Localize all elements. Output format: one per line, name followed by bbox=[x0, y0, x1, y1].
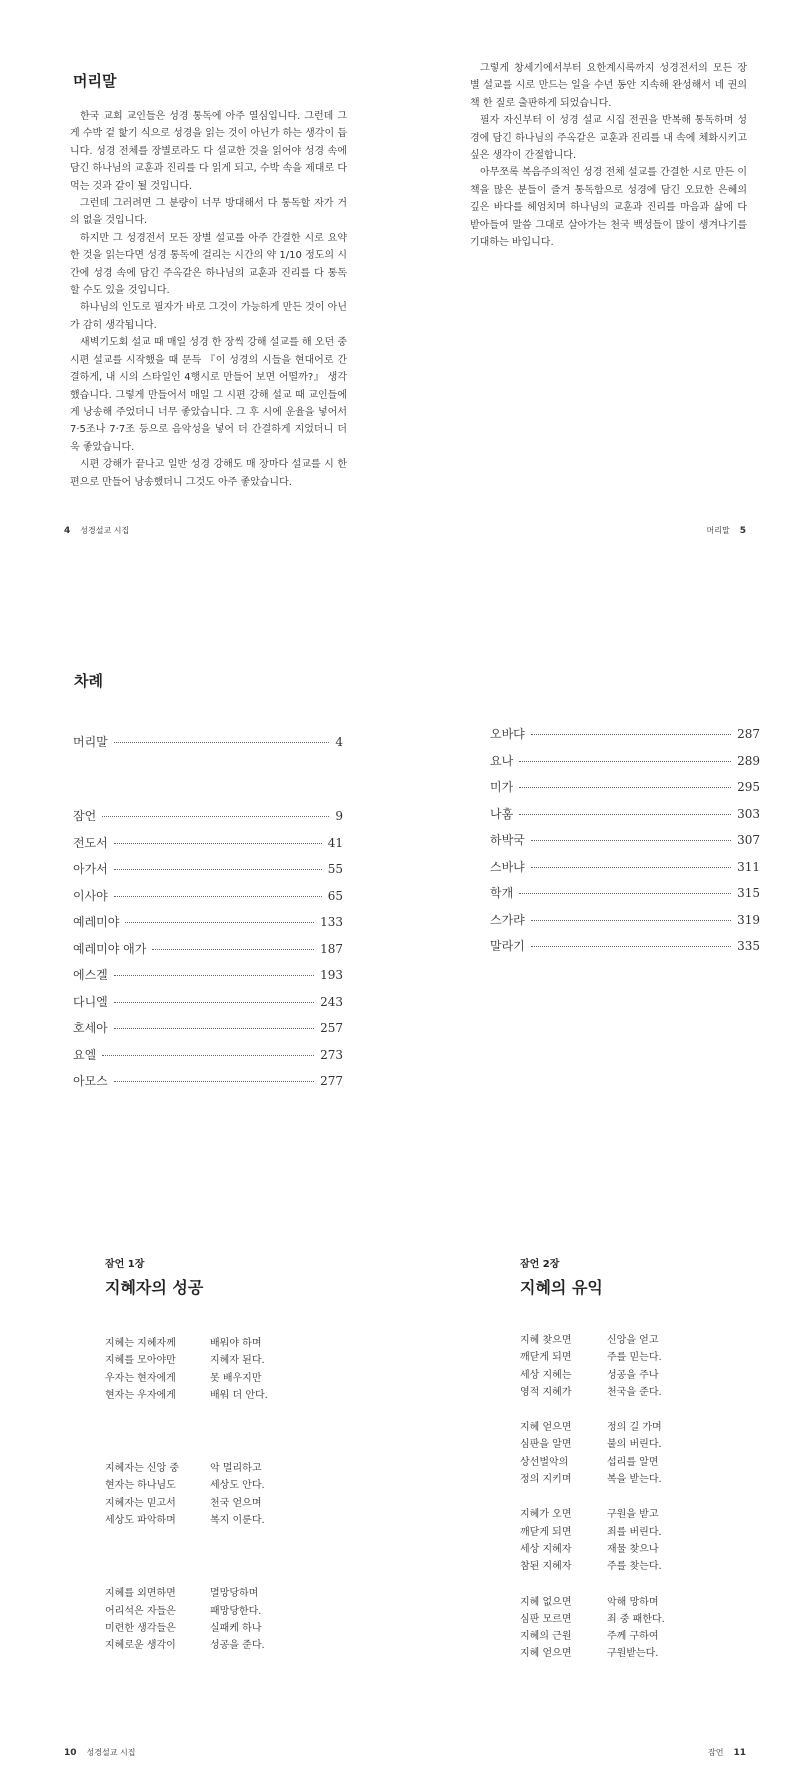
stanza bbox=[520, 1419, 780, 1488]
dot-leader bbox=[114, 975, 314, 976]
verse-first-half: 지혜자는 신앙 중 bbox=[105, 1463, 179, 1475]
toc-entry-title: 하박국 bbox=[490, 833, 525, 847]
verse-second-half: 악해 망하며 bbox=[607, 1596, 659, 1608]
paragraph: 필자 자신부터 이 성경 설교 시집 전권을 반복해 통독하며 성경에 담긴 하나님의 주옥같은 교훈과 진리를 내 속에 체화시키고 싶은 생각이 간절합니다. bbox=[470, 115, 747, 162]
toc-entry-page: 289 bbox=[737, 753, 760, 768]
verse-first-half: 세상 지혜는 bbox=[520, 1369, 572, 1381]
toc-entry-page: 277 bbox=[320, 1074, 343, 1088]
verse-first-half: 영적 지혜가 bbox=[520, 1386, 572, 1398]
toc-entry-page: 273 bbox=[320, 1047, 343, 1062]
toc-entry[interactable] bbox=[490, 937, 760, 964]
verse-line bbox=[520, 1454, 780, 1471]
verse-first-half: 깨닫게 되면 bbox=[520, 1526, 572, 1538]
page-4 bbox=[0, 0, 405, 560]
verse-second-half: 배워야 하며 bbox=[210, 1338, 262, 1349]
verse-first-half: 우자는 현자에게 bbox=[105, 1372, 176, 1384]
verse-line bbox=[520, 1332, 780, 1349]
folio bbox=[64, 1747, 135, 1758]
verse-first-half: 어리석은 자들은 bbox=[105, 1605, 176, 1617]
verse-first-half: 지혜자는 믿고서 bbox=[105, 1497, 176, 1509]
toc-entry[interactable] bbox=[73, 733, 343, 760]
dot-leader bbox=[531, 734, 731, 735]
verse-first-half: 지혜를 외면하면 bbox=[105, 1588, 176, 1600]
verse-line bbox=[105, 1335, 365, 1352]
verse-first-half: 지혜를 모아야만 bbox=[105, 1355, 176, 1367]
dot-leader bbox=[519, 787, 731, 788]
folio bbox=[64, 525, 129, 536]
page-number: 11 bbox=[733, 1748, 746, 1758]
verse-first-half: 참된 지혜자 bbox=[520, 1561, 572, 1573]
verse-line bbox=[520, 1436, 780, 1453]
dot-leader bbox=[531, 840, 731, 841]
toc-entry-title: 머리말 bbox=[73, 735, 108, 749]
toc-entry-title: 아모스 bbox=[73, 1074, 108, 1088]
verse-line bbox=[105, 1512, 365, 1529]
paragraph: 하지만 그 성경전서 모든 장별 설교를 아주 간결한 시로 요약한 것을 읽는다면 성경 통독에 걸리는 시간의 약 1/10 정도의 시간에 성경 속에 담긴 주옥같은 하나님의 교훈과 진리를 다 통독할 수도 있을 것입니다. bbox=[70, 232, 347, 297]
toc-entry-page: 55 bbox=[327, 862, 343, 876]
running-title: 잠언 bbox=[708, 1748, 724, 1757]
verse-second-half: 천국을 준다. bbox=[607, 1386, 662, 1398]
dot-leader bbox=[519, 814, 731, 815]
toc-entry[interactable] bbox=[490, 831, 760, 858]
verse-second-half: 세상도 안다. bbox=[210, 1480, 265, 1492]
poem-title: 지혜자의 성공 bbox=[105, 1278, 204, 1297]
verse-first-half: 상선벌악의 bbox=[520, 1456, 569, 1468]
contents-right-page bbox=[405, 640, 810, 1140]
toc-entry-page: 303 bbox=[737, 806, 760, 821]
toc-entry[interactable] bbox=[73, 1072, 343, 1099]
toc-entry-page: 193 bbox=[320, 968, 343, 982]
page-number: 4 bbox=[64, 526, 71, 536]
dot-leader bbox=[114, 742, 330, 743]
toc-entry[interactable] bbox=[73, 887, 343, 914]
folio bbox=[707, 525, 746, 536]
verse-first-half: 깨닫게 되면 bbox=[520, 1352, 572, 1364]
toc-entry-page: 187 bbox=[320, 941, 343, 956]
toc-entry[interactable] bbox=[490, 752, 760, 779]
toc-entry[interactable] bbox=[73, 807, 343, 834]
verse-first-half: 세상도 파악하며 bbox=[105, 1515, 176, 1527]
verse-first-half: 심판을 알면 bbox=[520, 1439, 572, 1451]
verse-second-half: 죄 중 패한다. bbox=[607, 1613, 665, 1625]
page-10 bbox=[0, 1240, 405, 1770]
verse-line bbox=[105, 1352, 365, 1369]
verse-line bbox=[520, 1471, 780, 1488]
toc-entry-title: 아가서 bbox=[73, 862, 108, 876]
verse-second-half: 죄를 버린다. bbox=[607, 1526, 662, 1538]
toc-entry[interactable] bbox=[73, 913, 343, 940]
verse-line bbox=[520, 1367, 780, 1384]
verse-second-half: 복지 이룬다. bbox=[210, 1515, 265, 1527]
poem-title: 지혜의 유익 bbox=[520, 1278, 603, 1297]
verse-line bbox=[105, 1585, 365, 1602]
page-title: 차례 bbox=[74, 672, 103, 690]
verse-second-half: 지혜자 된다. bbox=[210, 1355, 265, 1367]
toc-entry-page: 287 bbox=[737, 727, 760, 741]
verse-first-half: 현자는 우자에게 bbox=[105, 1389, 176, 1401]
page-5 bbox=[405, 0, 810, 560]
poem-body bbox=[105, 1335, 365, 1711]
toc-entry[interactable] bbox=[73, 966, 343, 993]
dot-leader bbox=[125, 922, 314, 923]
verse-second-half: 섭리를 알면 bbox=[607, 1456, 659, 1468]
verse-line bbox=[520, 1384, 780, 1401]
dot-leader bbox=[114, 1002, 314, 1003]
toc-list bbox=[490, 725, 760, 964]
toc-entry[interactable] bbox=[490, 778, 760, 805]
contents-left-page bbox=[0, 640, 405, 1140]
toc-entry-page: 335 bbox=[737, 939, 760, 953]
toc-entry-title: 스바냐 bbox=[490, 859, 525, 874]
dot-leader bbox=[531, 867, 731, 868]
dot-leader bbox=[102, 816, 329, 817]
toc-entry-page: 315 bbox=[737, 886, 760, 900]
verse-first-half: 심판 모르면 bbox=[520, 1613, 572, 1625]
toc-entry-page: 311 bbox=[737, 859, 760, 874]
page-11 bbox=[405, 1240, 810, 1770]
running-title: 머리말 bbox=[706, 526, 730, 535]
toc-entry[interactable] bbox=[73, 860, 343, 887]
toc-entry[interactable] bbox=[490, 911, 760, 938]
verse-first-half: 지혜 얻으면 bbox=[520, 1648, 572, 1660]
verse-line bbox=[520, 1645, 780, 1662]
verse-second-half: 성공을 준다. bbox=[210, 1640, 265, 1652]
verse-second-half: 실패케 하나 bbox=[210, 1622, 262, 1634]
stanza bbox=[105, 1585, 365, 1654]
toc-entry-title: 나훔 bbox=[490, 806, 514, 821]
poem-body bbox=[520, 1332, 780, 1681]
toc-entry[interactable] bbox=[490, 805, 760, 832]
toc-entry-title: 학개 bbox=[490, 886, 514, 900]
poems-spread bbox=[0, 1240, 810, 1770]
verse-first-half: 지혜로운 생각이 bbox=[105, 1640, 176, 1652]
verse-second-half: 복을 받는다. bbox=[607, 1474, 662, 1486]
folio bbox=[708, 1747, 746, 1758]
toc-entry-title: 예레미야 bbox=[73, 915, 120, 929]
dot-leader bbox=[114, 869, 322, 870]
toc-entry-page: 4 bbox=[335, 735, 343, 749]
paragraph: 하나님의 인도로 필자가 바로 그것이 가능하게 만든 것이 아닌가 감히 생각됩니다. bbox=[70, 302, 347, 331]
toc-entry-title: 예레미야 애가 bbox=[73, 941, 147, 956]
preface-text bbox=[70, 108, 347, 491]
verse-first-half: 지혜는 지혜자께 bbox=[105, 1338, 176, 1349]
page-title: 머리말 bbox=[73, 72, 117, 90]
toc-entry[interactable] bbox=[490, 858, 760, 885]
toc-list bbox=[73, 733, 343, 760]
paragraph: 한국 교회 교인들은 성경 통독에 아주 열심입니다. 그런데 그게 수박 겉 핥기 식으로 성경을 읽는 것이 아닌가 하는 생각이 듭니다. 성경 전체를 장별로라도 다 설교한 것을 읽어야 성경 속에 담긴 하나님의 교훈과 진리를 다 읽게 되고, 수박 속을 제대로 다 먹는 것과 같이 될 것입니다. bbox=[70, 111, 347, 192]
toc-entry-title: 호세아 bbox=[73, 1021, 108, 1035]
toc-entry-page: 295 bbox=[737, 780, 760, 794]
verse-first-half: 현자는 하나님도 bbox=[105, 1480, 176, 1492]
verse-second-half: 구원받는다. bbox=[607, 1648, 659, 1660]
toc-entry-page: 65 bbox=[327, 888, 343, 903]
stanza bbox=[105, 1335, 365, 1404]
dot-leader bbox=[114, 1081, 314, 1082]
toc-entry-page: 307 bbox=[737, 833, 760, 847]
verse-line bbox=[105, 1370, 365, 1387]
toc-entry-title: 요엘 bbox=[73, 1047, 97, 1062]
verse-second-half: 주께 구하여 bbox=[607, 1631, 659, 1643]
verse-line bbox=[105, 1477, 365, 1494]
contents-spread bbox=[0, 640, 810, 1140]
verse-second-half: 재물 찾으나 bbox=[607, 1543, 659, 1555]
toc-entry-page: 257 bbox=[320, 1021, 343, 1035]
stanza bbox=[105, 1460, 365, 1529]
verse-line bbox=[105, 1387, 365, 1404]
dot-leader bbox=[531, 946, 731, 947]
verse-first-half: 지혜 찾으면 bbox=[520, 1335, 572, 1346]
preface-spread bbox=[0, 0, 810, 560]
toc-entry[interactable] bbox=[490, 884, 760, 911]
verse-line bbox=[105, 1620, 365, 1637]
verse-first-half: 정의 지키며 bbox=[520, 1474, 572, 1486]
paragraph: 그렇게 창세기에서부터 요한계시록까지 성경전서의 모든 장별 설교를 시로 만드는 일을 수년 동안 지속해 완성해서 네 권의 책 한 질로 출판하게 되었습니다. bbox=[470, 63, 747, 109]
preface-text bbox=[470, 60, 747, 251]
verse-line bbox=[105, 1637, 365, 1654]
verse-line bbox=[520, 1558, 780, 1575]
verse-line bbox=[520, 1594, 780, 1611]
dot-leader bbox=[114, 843, 322, 844]
paragraph: 아무쪼록 복음주의적인 성경 전체 설교를 간결한 시로 만든 이 책을 많은 분들이 즐겨 통독함으로 성경에 담긴 오묘한 은혜의 깊은 바다를 헤엄치며 하나님의 교훈과 진리를 마음과 삶에 다 받아들여 말씀 그대로 살아가는 천국 백성들이 많이 생겨나기를 기대하는 바입니다. bbox=[470, 167, 747, 249]
verse-second-half: 패망당한다. bbox=[210, 1605, 262, 1617]
stanza bbox=[520, 1594, 780, 1663]
page-number: 5 bbox=[739, 526, 746, 536]
chapter-label: 잠언 1장 bbox=[105, 1259, 145, 1270]
running-title: 성경설교 시집 bbox=[80, 526, 130, 535]
toc-entry-page: 9 bbox=[335, 809, 343, 823]
toc-entry[interactable] bbox=[73, 834, 343, 861]
dot-leader bbox=[102, 1055, 314, 1056]
verse-second-half: 불의 버린다. bbox=[607, 1439, 662, 1451]
toc-entry-page: 133 bbox=[320, 915, 343, 929]
verse-second-half: 주를 찾는다. bbox=[607, 1561, 662, 1573]
toc-entry[interactable] bbox=[73, 940, 343, 967]
toc-entry[interactable] bbox=[73, 993, 343, 1020]
stanza bbox=[520, 1332, 780, 1401]
toc-entry[interactable] bbox=[73, 1046, 343, 1073]
verse-second-half: 성공을 주나 bbox=[607, 1369, 659, 1381]
toc-entry-title: 전도서 bbox=[73, 835, 108, 850]
verse-second-half: 못 배우지만 bbox=[210, 1372, 262, 1384]
dot-leader bbox=[114, 1028, 314, 1029]
toc-list bbox=[73, 807, 343, 1099]
verse-second-half: 정의 길 가며 bbox=[607, 1422, 662, 1434]
verse-second-half: 천국 얻으며 bbox=[210, 1497, 262, 1509]
verse-first-half: 지혜의 근원 bbox=[520, 1631, 572, 1643]
verse-second-half: 신앙을 얻고 bbox=[607, 1335, 659, 1346]
verse-line bbox=[520, 1541, 780, 1558]
verse-second-half: 멸망당하며 bbox=[210, 1588, 259, 1600]
toc-entry-title: 미가 bbox=[490, 780, 514, 794]
verse-line bbox=[520, 1506, 780, 1523]
toc-entry-page: 41 bbox=[327, 835, 343, 850]
verse-line bbox=[520, 1611, 780, 1628]
verse-first-half: 지혜 없으면 bbox=[520, 1596, 572, 1608]
toc-entry-title: 요나 bbox=[490, 753, 514, 768]
toc-entry[interactable] bbox=[490, 725, 760, 752]
page-number: 10 bbox=[64, 1748, 77, 1758]
verse-second-half: 배워 더 안다. bbox=[210, 1389, 268, 1401]
verse-line bbox=[520, 1628, 780, 1645]
toc-entry[interactable] bbox=[73, 1019, 343, 1046]
dot-leader bbox=[114, 896, 322, 897]
verse-second-half: 악 멀리하고 bbox=[210, 1463, 262, 1475]
toc-entry-page: 319 bbox=[737, 912, 760, 927]
dot-leader bbox=[152, 949, 314, 950]
stanza bbox=[520, 1506, 780, 1575]
toc-entry-title: 이사야 bbox=[73, 888, 108, 903]
paragraph: 새벽기도회 설교 때 매일 성경 한 장씩 강해 설교를 해 오던 중 시편 설교를 시작했을 때 문득 『이 성경의 시들을 현대어로 간결하게, 내 시의 스타일인 4행시로 만들어 보면 어떨까?』 생각했습니다. 그렇게 만들어서 매일 그 시편 강해 설교 때 교인들에게 낭송해 주었더니 너무 좋았습니다. 그 후 시에 운율을 넣어서 7·5조나 7·7조 등으로 음악성을 넣어 더 간결하게 지었더니 더욱 좋았습니다. bbox=[70, 337, 347, 453]
toc-entry-title: 오바댜 bbox=[490, 727, 525, 741]
toc-entry-page: 243 bbox=[320, 994, 343, 1009]
toc-entry-title: 다니엘 bbox=[73, 994, 108, 1009]
toc-entry-title: 에스겔 bbox=[73, 968, 108, 982]
dot-leader bbox=[519, 893, 731, 894]
verse-first-half: 미련한 생각들은 bbox=[105, 1622, 176, 1634]
verse-line bbox=[520, 1349, 780, 1366]
verse-line bbox=[520, 1524, 780, 1541]
verse-second-half: 주를 믿는다. bbox=[607, 1352, 662, 1364]
verse-line bbox=[520, 1419, 780, 1436]
paragraph: 그런데 그러려면 그 분량이 너무 방대해서 다 통독할 자가 거의 없을 것입니다. bbox=[70, 198, 347, 227]
dot-leader bbox=[519, 761, 731, 762]
chapter-label: 잠언 2장 bbox=[520, 1259, 560, 1270]
toc-entry-title: 스가랴 bbox=[490, 912, 525, 927]
toc-entry-title: 말라기 bbox=[490, 939, 525, 953]
verse-second-half: 구원을 받고 bbox=[607, 1509, 659, 1521]
running-title: 성경설교 시집 bbox=[86, 1748, 136, 1757]
verse-line bbox=[105, 1460, 365, 1477]
verse-first-half: 지혜가 오면 bbox=[520, 1509, 572, 1521]
verse-line bbox=[105, 1603, 365, 1620]
verse-first-half: 세상 지혜자 bbox=[520, 1543, 572, 1555]
dot-leader bbox=[531, 920, 731, 921]
verse-first-half: 지혜 얻으면 bbox=[520, 1422, 572, 1434]
verse-line bbox=[105, 1495, 365, 1512]
paragraph: 시편 강해가 끝나고 일반 성경 강해도 매 장마다 설교를 시 한 편으로 만들어 낭송했더니 그것도 아주 좋았습니다. bbox=[70, 459, 347, 488]
toc-entry-title: 잠언 bbox=[73, 809, 97, 823]
